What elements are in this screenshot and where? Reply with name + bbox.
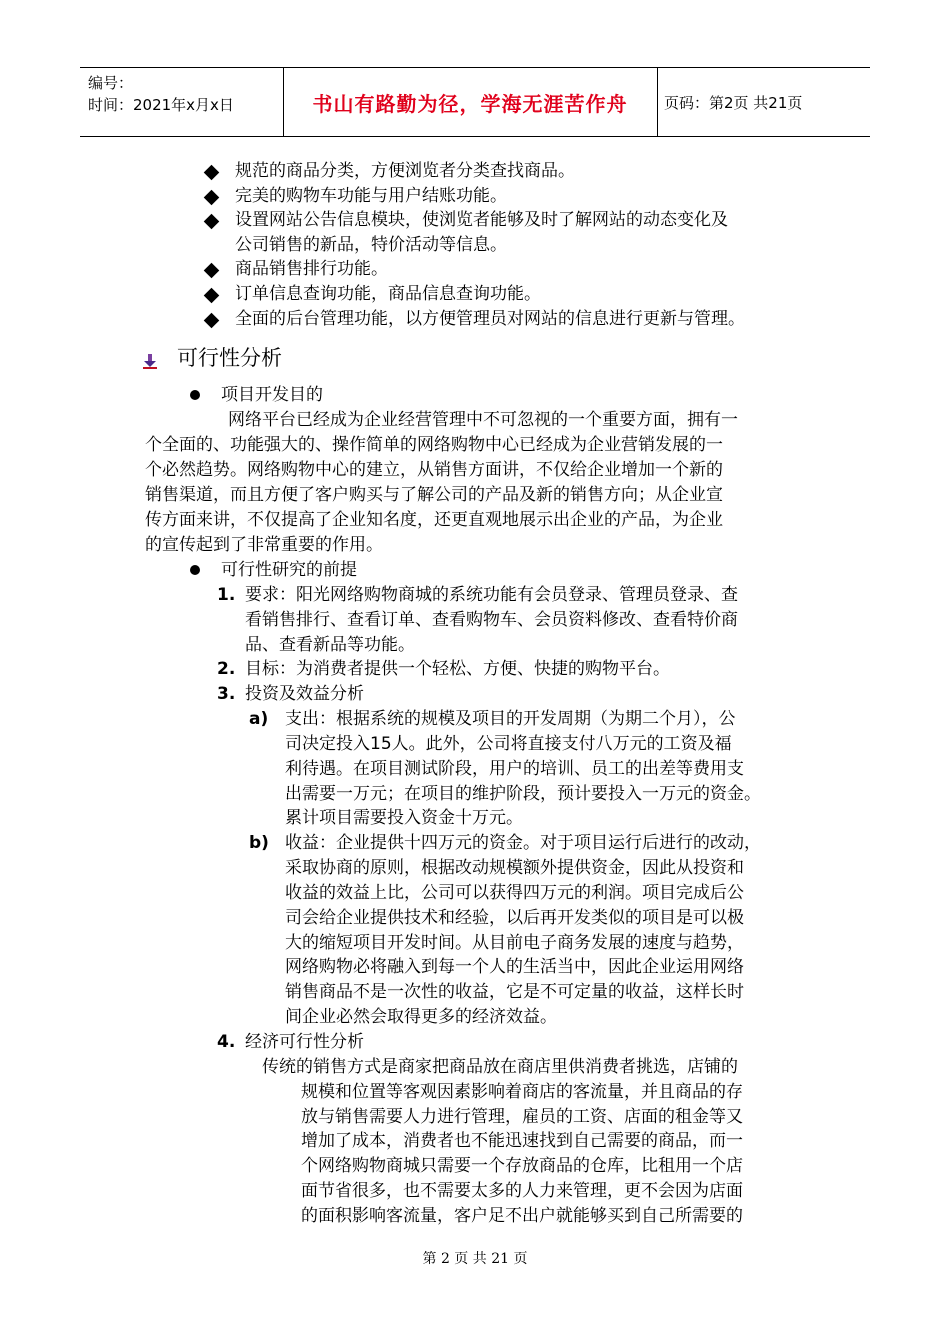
feature-item: 全面的后台管理功能，以方便管理员对网站的信息进行更新与管理。 [235,309,745,329]
paragraph-line: 网络平台已经成为企业经营管理中不可忽视的一个重要方面，拥有一 [228,410,738,430]
paragraph-line: 增加了成本，消费者也不能迅速找到自己需要的商品，而一 [301,1131,743,1151]
circle-bullet-icon [190,390,200,400]
list-item-line: 品、查看新品等功能。 [245,635,415,655]
paragraph-line: 面节省很多，也不需要太多的人力来管理，更不会因为店面 [301,1181,743,1201]
header-motto: 书山有路勤为径，学海无涯苦作舟 [312,91,628,116]
paragraph-line: 的面积影响客流量，客户足不出户就能够买到自己所需要的 [301,1206,743,1226]
subsection-heading: 项目开发目的 [221,385,323,405]
list-item-line: 目标：为消费者提供一个轻松、方便、快捷的购物平台。 [245,659,670,679]
paragraph-line: 放与销售需要人力进行管理，雇员的工资、店面的租金等又 [301,1107,743,1127]
section-title: 可行性分析 [177,346,282,370]
paragraph-line: 个网络购物商城只需要一个存放商品的仓库，比租用一个店 [301,1156,743,1176]
paragraph-line: 销售渠道，而且方便了客户购买与了解公司的产品及新的销售方向；从企业宣 [145,485,723,505]
sub-item-label: b) [249,833,269,853]
paragraph-line: 个全面的、功能强大的、操作简单的网络购物中心已经成为企业营销发展的一 [145,435,723,455]
header-divider [657,68,658,136]
diamond-bullet-icon [204,263,220,279]
diamond-bullet-icon [204,288,220,304]
header-page-info: 页码：第2页 共21页 [664,94,803,112]
feature-item: 完美的购物车功能与用户结账功能。 [235,186,507,206]
sub-item-line: 司会给企业提供技术和经验，以后再开发类似的项目是可以极 [285,908,744,928]
circle-bullet-icon [190,565,200,575]
list-number: 4. [217,1032,236,1052]
diamond-bullet-icon [204,214,220,230]
list-number: 2. [217,659,236,679]
diamond-bullet-icon [204,190,220,206]
paragraph-line: 传方面来讲，不仅提高了企业知名度，还更直观地展示出企业的产品，为企业 [145,510,723,530]
sub-item-line: 利待遇。在项目测试阶段，用户的培训、员工的出差等费用支 [285,759,744,779]
sub-item-line: 间企业必然会取得更多的经济效益。 [285,1007,557,1027]
diamond-bullet-icon [204,165,220,181]
paragraph-line: 个必然趋势。网络购物中心的建立，从销售方面讲，不仅给企业增加一个新的 [145,460,723,480]
sub-item-line: 网络购物必将融入到每一个人的生活当中，因此企业运用网络 [285,957,744,977]
arrow-bullet-icon [142,353,158,369]
sub-item-line: 出需要一万元；在项目的维护阶段，预计要投入一万元的资金。 [285,784,761,804]
list-number: 1. [217,585,236,605]
subsection-heading: 可行性研究的前提 [221,560,357,580]
list-item-line: 投资及效益分析 [245,684,364,704]
header-meta [88,72,234,116]
paragraph-line: 的宣传起到了非常重要的作用。 [145,535,383,555]
number-label: 编号： [88,74,134,92]
sub-item-line: 大的缩短项目开发时间。从目前电子商务发展的速度与趋势， [285,933,744,953]
paragraph-line: 规模和位置等客观因素影响着商店的客流量，并且商品的存 [301,1082,743,1102]
diamond-bullet-icon [204,313,220,329]
sub-item-label: a) [249,709,269,729]
feature-item: 订单信息查询功能，商品信息查询功能。 [235,284,541,304]
sub-item-line: 收益的效益上比，公司可以获得四万元的利润。项目完成后公 [285,883,744,903]
feature-item: 规范的商品分类，方便浏览者分类查找商品。 [235,161,575,181]
sub-item-line: 收益：企业提供十四万元的资金。对于项目运行后进行的改动， [285,833,761,853]
sub-item-line: 采取协商的原则，根据改动规模额外提供资金，因此从投资和 [285,858,744,878]
sub-item-line: 司决定投入15人。此外，公司将直接支付八万元的工资及福 [285,734,732,754]
sub-item-line: 销售商品不是一次性的收益，它是不可定量的收益，这样长时 [285,982,744,1002]
feature-item-continuation: 公司销售的新品，特价活动等信息。 [235,235,507,255]
paragraph-line: 传统的销售方式是商家把商品放在商店里供消费者挑选，店铺的 [262,1057,738,1077]
sub-item-line: 支出：根据系统的规模及项目的开发周期（为期二个月），公 [285,709,736,729]
feature-item: 商品销售排行功能。 [235,259,388,279]
time-label: 时间：2021年x月x日 [88,96,234,114]
list-item-line: 看销售排行、查看订单、查看购物车、会员资料修改、查看特价商 [245,610,738,630]
feature-item: 设置网站公告信息模块，使浏览者能够及时了解网站的动态变化及 [235,210,728,230]
list-number: 3. [217,684,236,704]
sub-item-line: 累计项目需要投入资金十万元。 [285,808,523,828]
list-item-line: 要求：阳光网络购物商城的系统功能有会员登录、管理员登录、查 [245,585,738,605]
list-item-line: 经济可行性分析 [245,1032,364,1052]
page-header [80,67,870,137]
page-footer: 第 2 页 共 21 页 [422,1251,528,1267]
